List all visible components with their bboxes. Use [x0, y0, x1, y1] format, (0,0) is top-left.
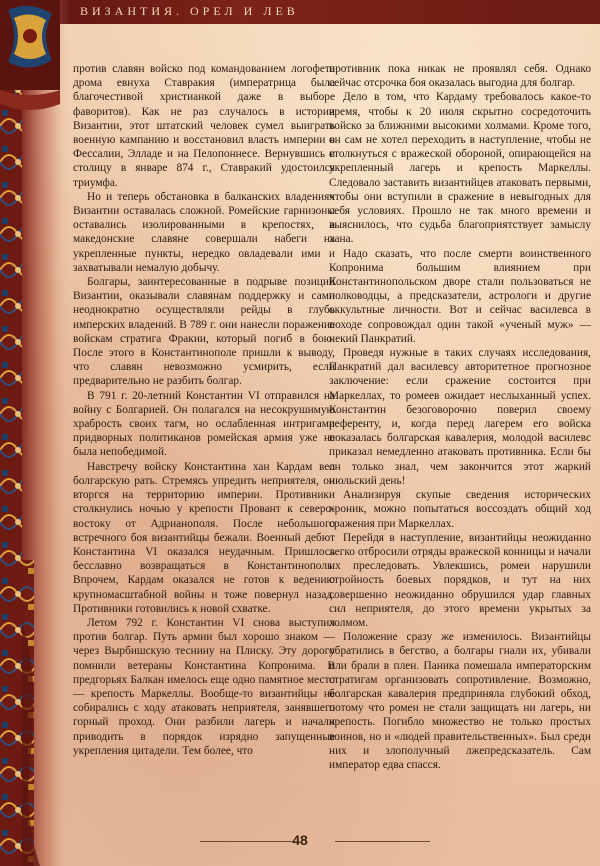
paragraph: Дело в том, что Кардаму требовалось какое-то время, чтобы к 20 июля скрытно сосредоточить войско за ближними высокими холмами. Кроме того, он сам не хотел переходить в наступление, чтобы не столкнуться с вражеской обороной, опирающейся на укрепленный лагерь и крепость Маркеллы. Следовало заставить византийцев атаковать первыми, чтобы они вступили в сражение в невыгодных для себя условиях. Прошло не так много времени и выяснилось, что судьба благоприятствует замыслу хана.: [329, 91, 591, 246]
paragraph: Болгары, заинтересованные в подрыве позиций Византии, оказывали славянам поддержку и сами неоднократно осуществляли рейды в глубь имперских владений. В 789 г. они нанесли поражение войскам стратига Фракии, который погиб в бою. После этого в Константинополе пришли к выводу, что славян невозможно усмирить, если предварительно не разбить болгар.: [73, 276, 335, 388]
side-ornament: [0, 0, 70, 866]
paragraph: Летом 792 г. Константин VI снова выступил против болгар. Путь армии был хорошо знаком — через Вырбишскую теснину на Плиску. Эту дорогу помнили ветераны Константина Копронима. В предгорьях Балкан имелось еще одно памятное место — крепость Маркеллы. Вообще-то византийцы не собирались с ходу атаковать неприятеля, занявшего горный проход. Они разбили лагерь и начали приводить в порядок изрядно запущенные укрепления цитадели. Тем более, что: [73, 616, 335, 757]
left-column: [73, 62, 335, 758]
paragraph: Навстречу войску Константина хан Кардам вел болгарскую рать. Стремясь упредить неприятеля, он вторгся на территорию империи. Противники столкнулись ночью у крепости Провант к северо-востоку от Адрианополя. После небольшого встречного боя византийцы бежали. Военный дебют Константина VI оказался неудачным. Пришлось бесславно возвращаться в Константинополь. Впрочем, Кардам оказался не готов к ведению крупномасштабной войны и тоже повернул назад. Противники готовились к новой схватке.: [73, 460, 335, 615]
paragraph: против славян войско под командованием логофета дрома евнуха Ставракия (императрица была благочестивой христианкой даже в выборе фаворитов). Как не раз случалось в истории Византии, этот штатский человек сумел выиграть военную кампанию и восстановил власть империи в Фессалии, Элладе и на Пелопоннесе. Вернувшись в столицу в январе 874 г., Ставракий удостоился триумфа.: [73, 63, 335, 189]
paragraph: Надо сказать, что после смерти воинственного Копронима большим влиянием при Константинопольском дворе стали пользоваться не полководцы, а предсказатели, астрологи и другие оккультные личности. Вот и сейчас василевса в походе сопровождал один такой «ученый муж» — некий Панкратий.: [329, 247, 591, 345]
paragraph: Но и теперь обстановка в балканских владениях Византии оставалась сложной. Ромейские гарнизоны оставались изолированными в крепостях, а македонские славяне совершали набеги на укрепленные пункты, нередко овладевали ими и захватывали немалую добычу.: [73, 190, 335, 274]
running-header: ВИЗАНТИЯ. ОРЕЛ И ЛЕВ: [80, 4, 299, 18]
paragraph: Анализируя скупые сведения исторических хроник, можно попытаться воссоздать общий ход сражения при Маркеллах.: [329, 489, 591, 530]
right-column: [329, 62, 591, 772]
page-number: 48: [292, 832, 308, 848]
paragraph: В 791 г. 20-летний Константин VI отправился на войну с Болгарией. Он полагался на несокрушимую храбрость своих тагм, но ослабленная интригами придворных политиканов ромейская армия уже не была непобедимой.: [73, 389, 335, 459]
paragraph: противник пока никак не проявлял себя. Однако сейчас отсрочка боя оказалась выгодна для болгар.: [329, 63, 591, 90]
paragraph: Проведя нужные в таких случаях исследования, Панкратий дал василевсу авторитетное прогнозное заключение: если сражение состоится при Маркеллах, то ромеев ожидает неслыханный успех. Константин безоговорочно поверил своему референту, и, когда перед лагерем его войска показалась болгарская кавалерия, молодой василевс приказал немедленно атаковать противника. Если бы он только знал, чем закончится этот жаркий июльский день!: [329, 347, 591, 487]
paragraph: Положение сразу же изменилось. Византийцы обратились в бегство, а болгары гнали их, убивали или брали в плен. Паника помешала императорским стратигам организовать сопротивление. Возможно, болгарская кавалерия предприняла глубокий обход, потому что ромеи не стали защищать ни лагерь, ни крепость. Погибло множество не только простых воинов, но и «людей правительственных». Был среди них и злополучный лжепредсказатель. Сам император едва спасся.: [329, 631, 591, 771]
paragraph: Перейдя в наступление, византийцы неожиданно легко отбросили отряды вражеской конницы и начали их преследовать. Увлекшись, ромеи нарушили стройность боевых порядков, и тут на них совершенно неожиданно обрушился удар главных сил неприятеля, до этого времени укрытых за холмом.: [329, 531, 591, 629]
